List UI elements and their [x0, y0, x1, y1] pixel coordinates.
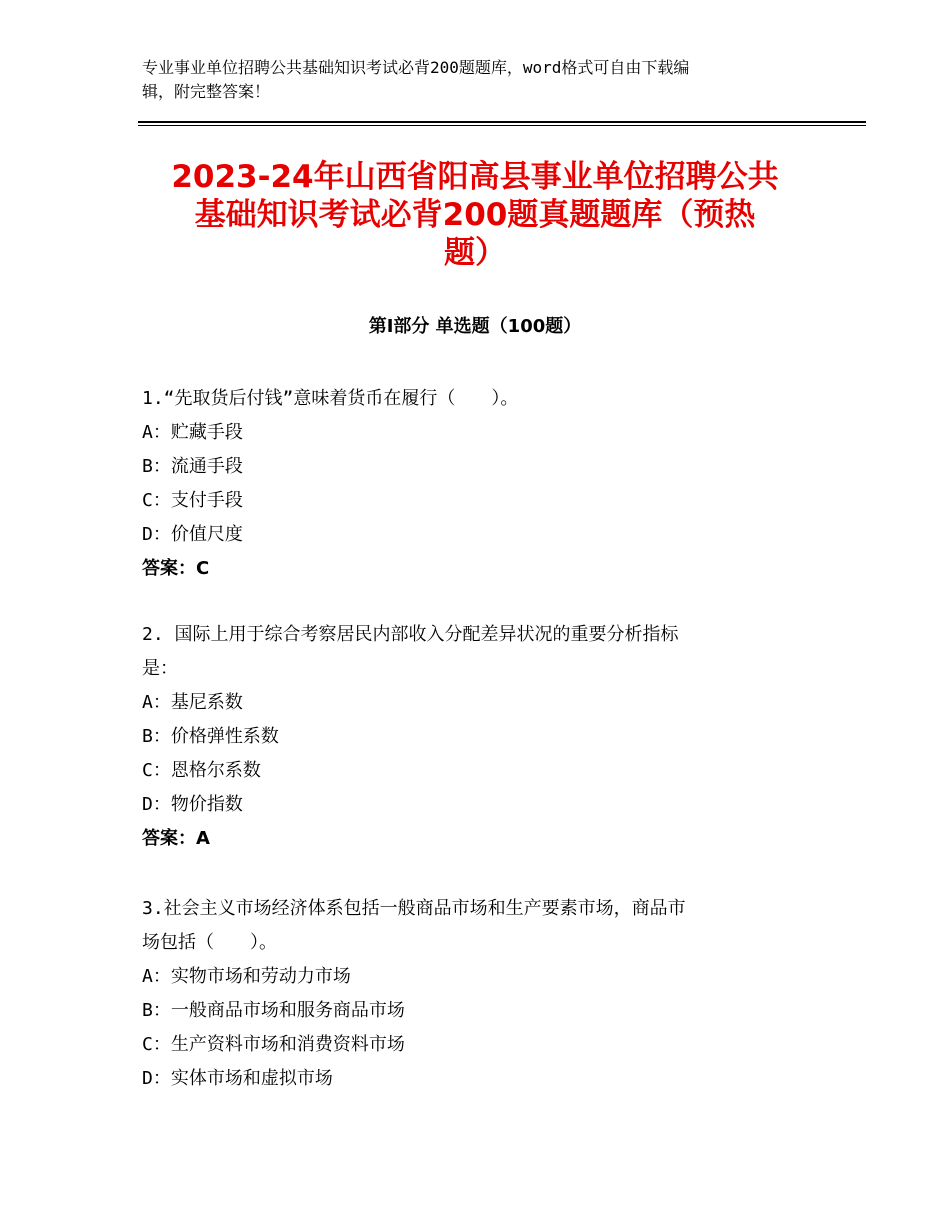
section-title: 第Ⅰ部分 单选题（100题）	[368, 316, 582, 337]
header-note-line-1: 专业事业单位招聘公共基础知识考试必背200题题库，word格式可自由下载编	[142, 58, 690, 77]
document-title-line-1: 2023-24年山西省阳高县事业单位招聘公共	[171, 159, 779, 195]
option-a: A：基尼系数	[142, 692, 243, 713]
option-d: D：实体市场和虚拟市场	[142, 1068, 333, 1089]
option-c: C：支付手段	[142, 490, 243, 511]
option-a: A：实物市场和劳动力市场	[142, 966, 351, 987]
header-divider-thin	[138, 125, 866, 126]
option-d: D：价值尺度	[142, 524, 243, 545]
option-d: D：物价指数	[142, 794, 243, 815]
option-c: C：恩格尔系数	[142, 760, 261, 781]
header-note-line-2: 辑，附完整答案！	[142, 82, 271, 101]
question-2	[142, 618, 802, 856]
header-divider-thick	[138, 121, 866, 123]
question-stem-continued: 是：	[142, 658, 178, 679]
answer-label: 答案：A	[142, 828, 210, 849]
option-b: B：流通手段	[142, 456, 243, 477]
document-title-line-2: 基础知识考试必背200题真题题库（预热	[194, 197, 756, 233]
option-b: B：价格弹性系数	[142, 726, 279, 747]
question-3	[142, 892, 802, 1096]
document-title-line-3: 题）	[444, 235, 506, 271]
question-stem: 2. 国际上用于综合考察居民内部收入分配差异状况的重要分析指标	[142, 624, 679, 645]
question-1	[142, 382, 802, 586]
option-a: A：贮藏手段	[142, 422, 243, 443]
question-stem: 3.社会主义市场经济体系包括一般商品市场和生产要素市场，商品市	[142, 898, 686, 919]
question-stem-continued: 场包括（ ）。	[142, 932, 277, 953]
header-note	[142, 56, 802, 104]
option-c: C：生产资料市场和消费资料市场	[142, 1034, 405, 1055]
option-b: B：一般商品市场和服务商品市场	[142, 1000, 405, 1021]
answer-label: 答案：C	[142, 558, 210, 579]
document-title	[140, 158, 810, 272]
question-stem: 1.“先取货后付钱”意味着货币在履行（ ）。	[142, 388, 519, 409]
